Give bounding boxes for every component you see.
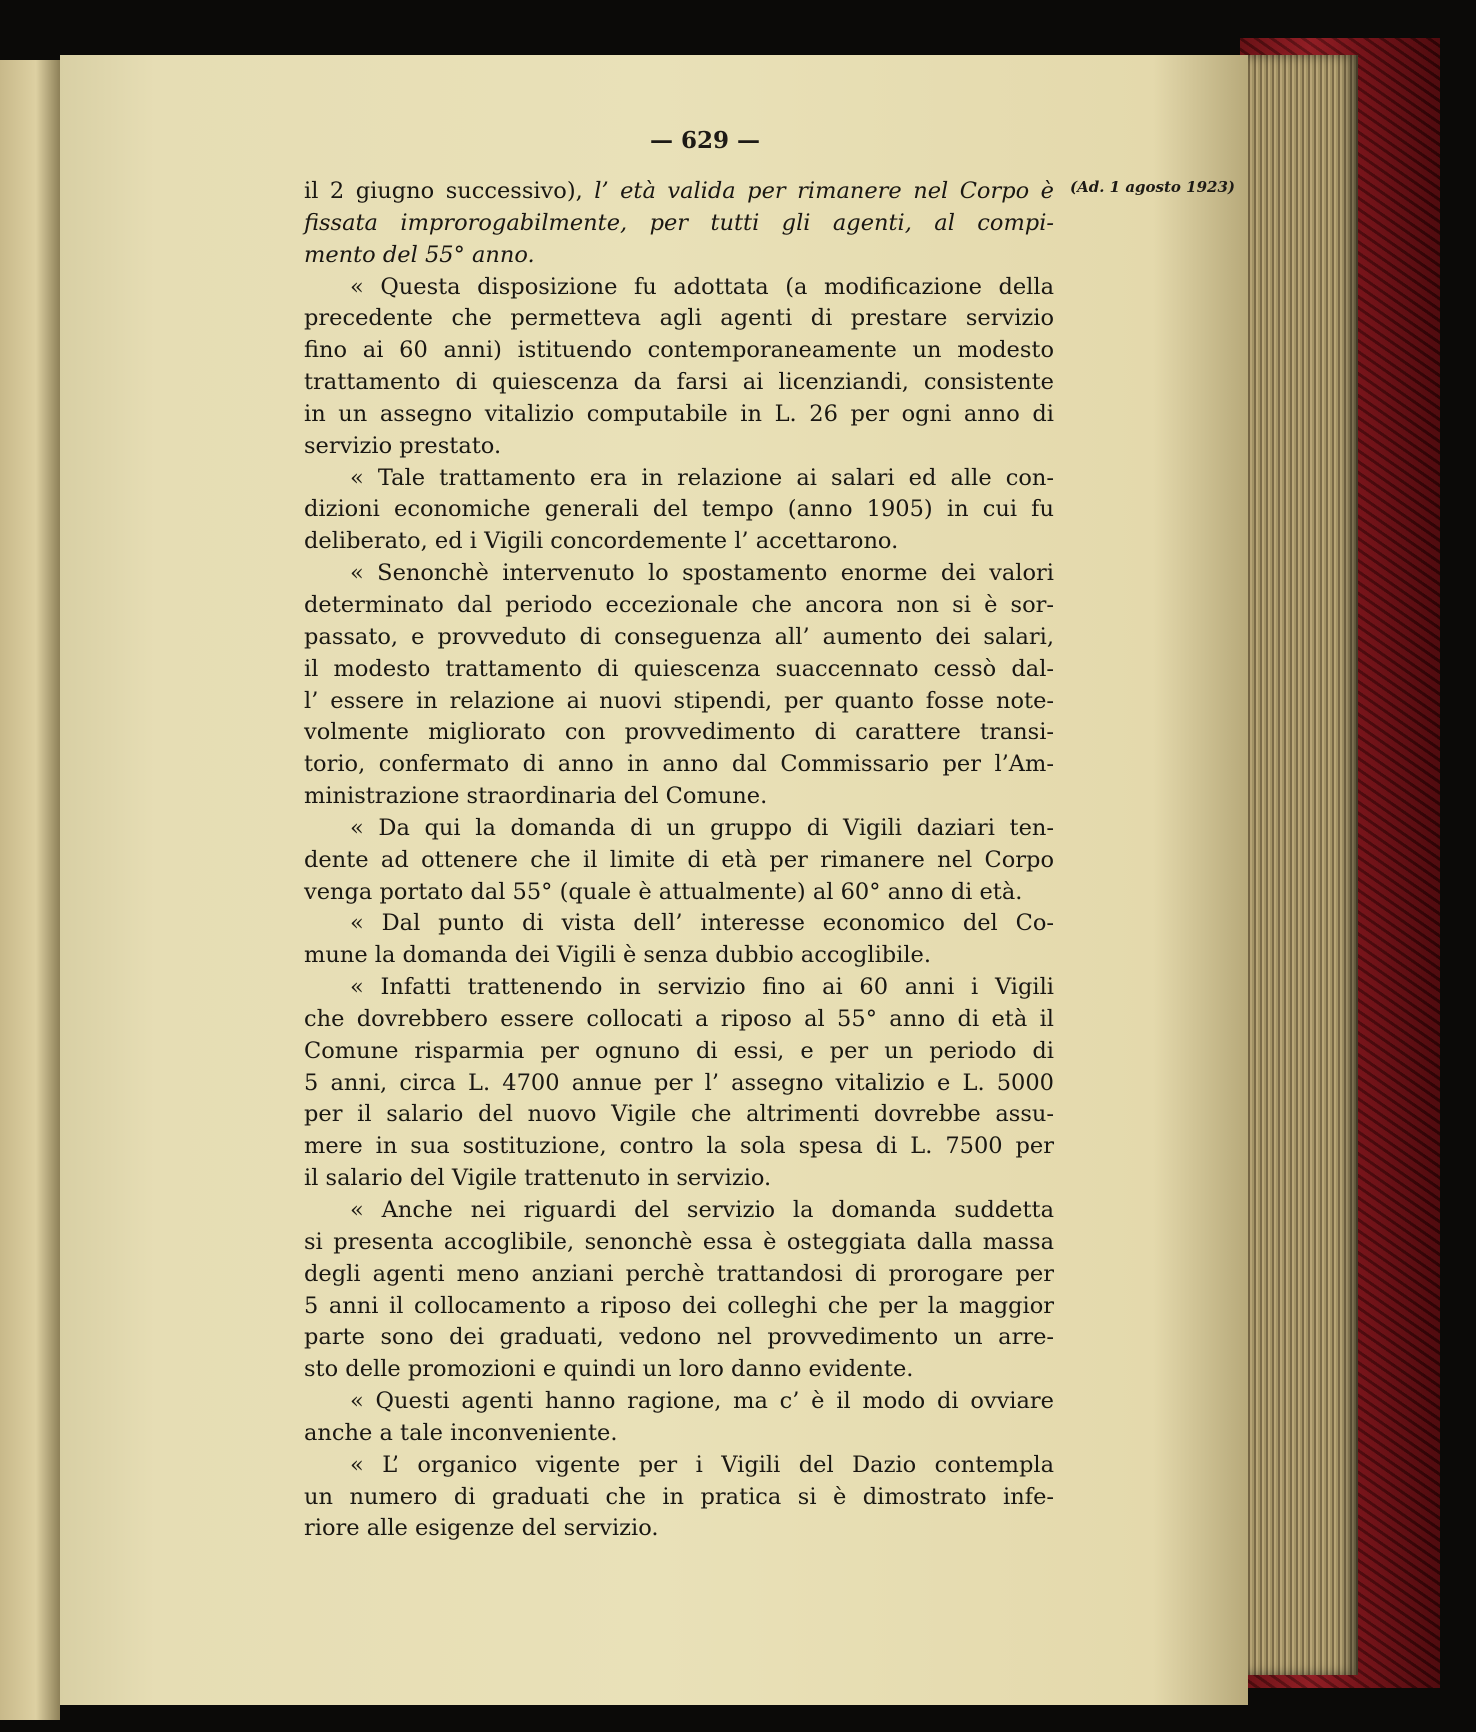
text-line: « Dal punto di vista dell’ interesse economico del Co- bbox=[350, 910, 1054, 937]
text-line: servizio prestato. bbox=[304, 432, 502, 459]
text-line: « Senonchè intervenuto lo spostamento enorme dei valori bbox=[350, 560, 1054, 587]
text-line: « Da qui la domanda di un gruppo di Vigili daziari ten- bbox=[350, 814, 1054, 841]
paragraph bbox=[304, 1386, 1054, 1450]
paragraph bbox=[304, 558, 1054, 813]
paragraph bbox=[304, 1195, 1054, 1386]
text-line: mune la domanda dei Vigili è senza dubbio accoglibile. bbox=[304, 942, 932, 969]
text-line: determinato dal periodo eccezionale che ancora non si è sor- bbox=[304, 591, 1054, 618]
text-line: si presenta accoglibile, senonchè essa è osteggiata dalla massa bbox=[304, 1228, 1054, 1255]
text-line: dizioni economiche generali del tempo (anno 1905) in cui fu bbox=[304, 496, 1054, 523]
book-page bbox=[60, 55, 1248, 1705]
text-line: deliberato, ed i Vigili concordemente l’ accettarono. bbox=[304, 528, 899, 555]
text-line: fino ai 60 anni) istituendo contemporaneamente un modesto bbox=[304, 337, 1054, 364]
text-line: « Tale trattamento era in relazione ai salari ed alle con- bbox=[350, 464, 1054, 491]
text-line: che dovrebbero essere collocati a riposo al 55° anno di età il bbox=[304, 1005, 1054, 1032]
text-line: « L’ organico vigente per i Vigili del Dazio contempla bbox=[350, 1451, 1054, 1478]
text-line: 5 anni, circa L. 4700 annue per l’ assegno vitalizio e L. 5000 bbox=[304, 1069, 1054, 1096]
text-line: in un assegno vitalizio computabile in L. 26 per ogni anno di bbox=[304, 400, 1054, 427]
paragraph bbox=[304, 463, 1054, 559]
text-line: venga portato dal 55° (quale è attualmente) al 60° anno di età. bbox=[304, 878, 1023, 905]
text-line: « Anche nei riguardi del servizio la domanda suddetta bbox=[350, 1197, 1054, 1223]
text-line: mento del 55° anno. bbox=[304, 241, 535, 268]
body-text bbox=[304, 176, 1054, 1545]
paragraph bbox=[304, 1450, 1054, 1546]
text-line: « Questa disposizione fu adottata (a modificazione della bbox=[350, 273, 1054, 300]
text-line: volmente migliorato con provvedimento di carattere transi- bbox=[304, 719, 1054, 746]
paragraph bbox=[304, 908, 1054, 972]
text-line: il salario del Vigile trattenuto in servizio. bbox=[304, 1165, 772, 1192]
text-line: un numero di graduati che in pratica si è dimostrato infe- bbox=[304, 1483, 1054, 1510]
text-line: trattamento di quiescenza da farsi ai licenziandi, consistente bbox=[304, 369, 1054, 396]
previous-page-edge bbox=[0, 60, 60, 1720]
text-line: ministrazione straordinaria del Comune. bbox=[304, 783, 768, 810]
text-line: Comune risparmia per ognuno di essi, e per un periodo di bbox=[304, 1037, 1054, 1064]
text-line: 5 anni il collocamento a riposo dei colleghi che per la maggior bbox=[304, 1292, 1054, 1319]
page-number: — 629 — bbox=[649, 127, 761, 154]
text-line: fissata improrogabilmente, per tutti gli agenti, al compi- bbox=[304, 209, 1054, 236]
text-line: per il salario del nuovo Vigile che altrimenti dovrebbe assu- bbox=[304, 1101, 1054, 1128]
text-line: « Infatti trattenendo in servizio fino ai 60 anni i Vigili bbox=[350, 974, 1054, 1001]
text-line: anche a tale inconveniente. bbox=[304, 1419, 618, 1446]
page-edges-stack bbox=[1248, 55, 1358, 1675]
text-line: il modesto trattamento di quiescenza suaccennato cessò dal- bbox=[304, 655, 1054, 682]
text-line: passato, e provveduto di conseguenza all’ aumento dei salari, bbox=[304, 623, 1054, 650]
text-line: l’ essere in relazione ai nuovi stipendi, per quanto fosse note- bbox=[304, 687, 1054, 714]
text-line: mere in sua sostituzione, contro la sola spesa di L. 7500 per bbox=[304, 1133, 1054, 1160]
text-line: precedente che permetteva agli agenti di prestare servizio bbox=[304, 305, 1054, 332]
paragraph bbox=[304, 176, 1054, 272]
text-line: torio, confermato di anno in anno dal Commissario per l’Am- bbox=[304, 751, 1054, 778]
margin-date-note: (Ad. 1 agosto 1923) bbox=[1070, 178, 1235, 196]
text-line: riore alle esigenze del servizio. bbox=[304, 1515, 659, 1542]
text-line: degli agenti meno anziani perchè trattandosi di prorogare per bbox=[304, 1260, 1054, 1287]
text-line: sto delle promozioni e quindi un loro danno evidente. bbox=[304, 1356, 914, 1383]
paragraph bbox=[304, 972, 1054, 1195]
text-line: parte sono dei graduati, vedono nel provvedimento un arre- bbox=[304, 1324, 1054, 1351]
text-line: dente ad ottenere che il limite di età per rimanere nel Corpo bbox=[304, 846, 1054, 873]
text-line: il 2 giugno successivo), l’ età valida per rimanere nel Corpo è bbox=[304, 178, 1054, 204]
paragraph bbox=[304, 272, 1054, 463]
text-line: « Questi agenti hanno ragione, ma c’ è il modo di ovviare bbox=[350, 1388, 1054, 1415]
paragraph bbox=[304, 813, 1054, 909]
